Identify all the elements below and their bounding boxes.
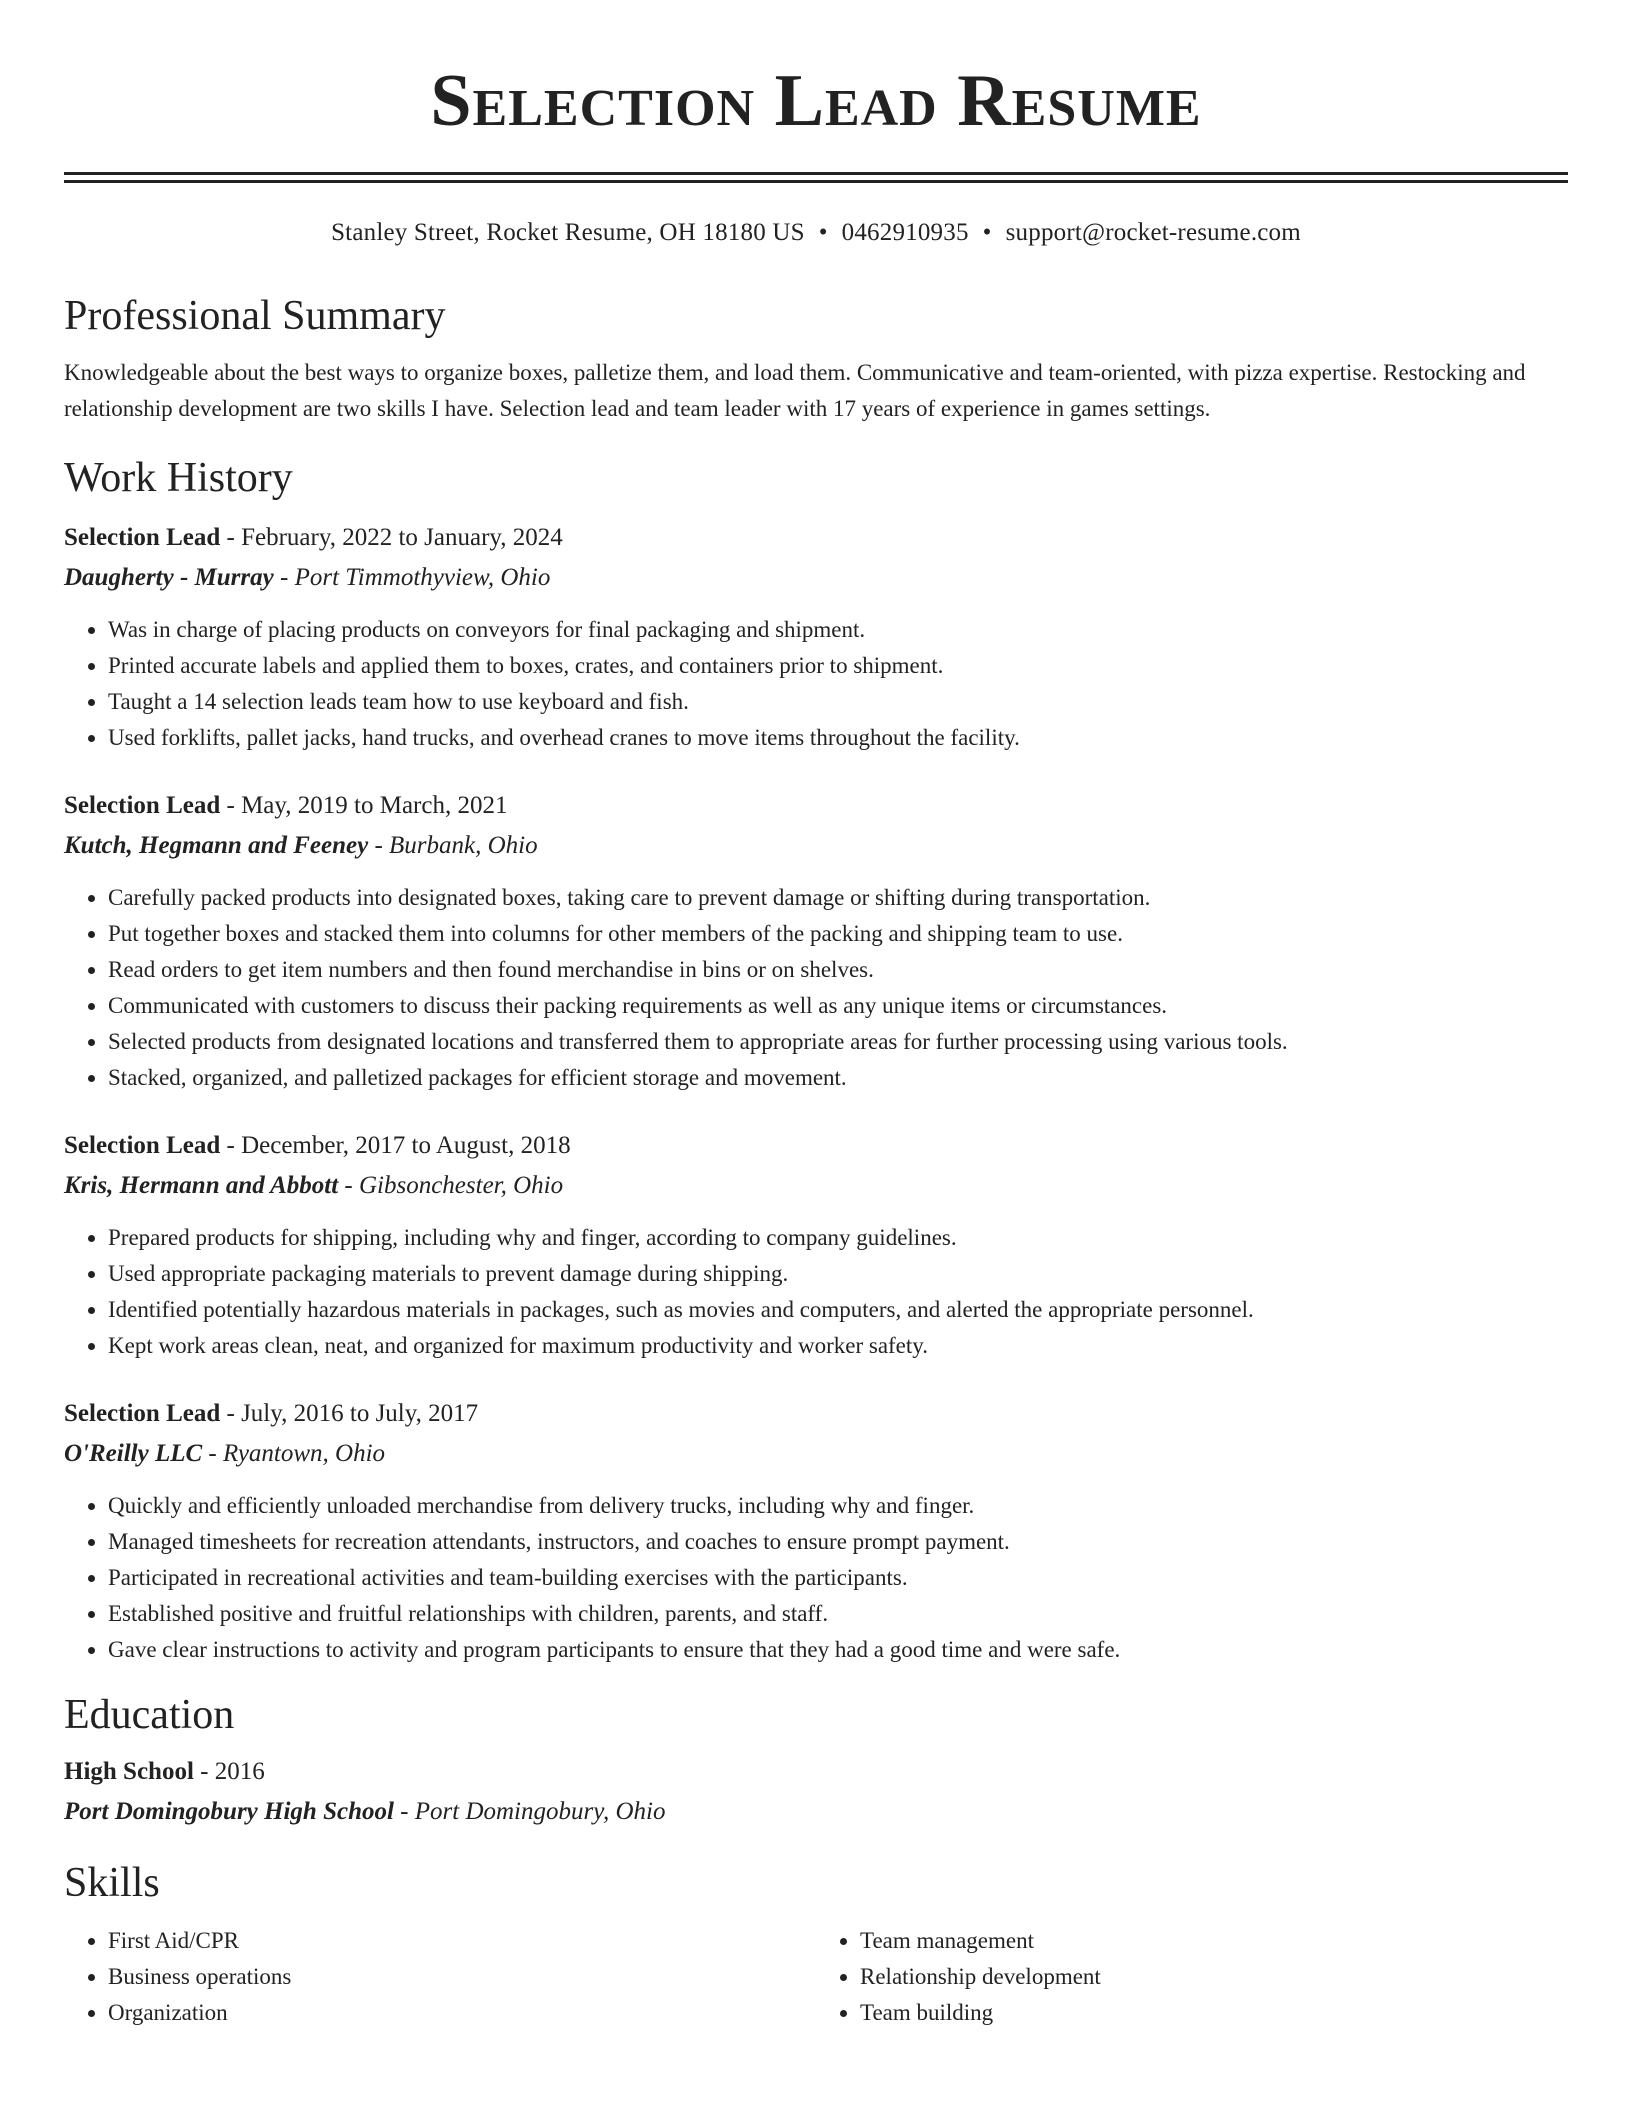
- job-dates: - July, 2016 to July, 2017: [220, 1399, 479, 1427]
- employer-location: - Ryantown, Ohio: [202, 1439, 386, 1467]
- employer-line: [64, 826, 1568, 866]
- job-bullets: [64, 1488, 1568, 1668]
- skills-list-left: [64, 1923, 816, 2031]
- contact-address: Stanley Street, Rocket Resume, OH 18180 US: [331, 219, 805, 246]
- list-item: • Communicated with customers to discuss their packing requirements as well as any unique items or circumstances.: [108, 988, 1568, 1024]
- list-item: • Gave clear instructions to activity and program participants to ensure that they had a good time and were safe.: [108, 1632, 1568, 1668]
- summary-heading: Professional Summary: [64, 293, 446, 339]
- list-item: • Selected products from designated locations and transferred them to appropriate areas for further processing using various tools.: [108, 1024, 1568, 1060]
- skills-columns: [64, 1909, 1568, 2031]
- employer-name: O'Reilly LLC: [64, 1439, 203, 1467]
- school-location: - Port Domingobury, Ohio: [393, 1798, 666, 1826]
- title-double-rule: [64, 172, 1568, 183]
- job-dates: - May, 2019 to March, 2021: [220, 791, 508, 819]
- resume-title: Selection Lead Resume: [430, 60, 1202, 142]
- employer-name: Daugherty - Murray: [64, 563, 274, 591]
- job-entry: [64, 518, 1568, 756]
- list-item: • Printed accurate labels and applied them to boxes, crates, and containers prior to shipment.: [108, 648, 1568, 684]
- education-entry: [64, 1752, 1568, 1832]
- contact-line: [64, 219, 1568, 247]
- employer-location: - Burbank, Ohio: [368, 831, 538, 859]
- skills-heading: Skills: [64, 1860, 160, 1907]
- list-item: • Established positive and fruitful relationships with children, parents, and staff.: [108, 1596, 1568, 1632]
- skills-section: [64, 1858, 1568, 2030]
- job-bullets: [64, 612, 1568, 756]
- employer-name: Kris, Hermann and Abbott: [64, 1171, 339, 1199]
- job-title: Selection Lead: [64, 1399, 221, 1427]
- education-heading: Education: [64, 1691, 235, 1738]
- list-item: • Read orders to get item numbers and then found merchandise in bins or on shelves.: [108, 952, 1568, 988]
- summary-text: Knowledgeable about the best ways to organize boxes, palletize them, and load them. Communicative and team-oriented, with pizza expertise. Restocking and relationship development are two skills I have. Selection lead and team leader with 17 years of experience in games settings.: [64, 360, 1526, 422]
- job-bullets: [64, 880, 1568, 1096]
- job-title: Selection Lead: [64, 1131, 221, 1159]
- contact-phone: 0462910935: [841, 219, 969, 246]
- list-item: • Identified potentially hazardous materials in packages, such as movies and computers, and alerted the appropriate personnel.: [108, 1292, 1568, 1328]
- job-entry: [64, 786, 1568, 1096]
- degree-line: [64, 1752, 1568, 1792]
- list-item: • Organization: [108, 1995, 816, 2031]
- contact-email: support@rocket-resume.com: [1005, 219, 1301, 246]
- education-section: [64, 1690, 1568, 1832]
- list-item: • Prepared products for shipping, including why and finger, according to company guidelines.: [108, 1220, 1568, 1256]
- list-item: • Was in charge of placing products on conveyors for final packaging and shipment.: [108, 612, 1568, 648]
- summary-section: [64, 291, 1568, 427]
- school-name: Port Domingobury High School: [64, 1798, 394, 1826]
- list-item: • Participated in recreational activities and team-building exercises with the participants.: [108, 1560, 1568, 1596]
- job-title-line: [64, 518, 1568, 558]
- school-line: [64, 1792, 1568, 1832]
- job-dates: - December, 2017 to August, 2018: [220, 1131, 571, 1159]
- list-item: • Team management: [860, 1923, 1568, 1959]
- work-history-section: [64, 453, 1568, 1667]
- list-item: • Quickly and efficiently unloaded merchandise from delivery trucks, including why and finger.: [108, 1488, 1568, 1524]
- skills-list-right: [816, 1923, 1568, 2031]
- list-item: • Taught a 14 selection leads team how to use keyboard and fish.: [108, 684, 1568, 720]
- contact-separator: •: [982, 219, 992, 246]
- list-item: • Business operations: [108, 1959, 816, 1995]
- list-item: • Managed timesheets for recreation attendants, instructors, and coaches to ensure prompt payment.: [108, 1524, 1568, 1560]
- list-item: • Used forklifts, pallet jacks, hand trucks, and overhead cranes to move items throughout the facility.: [108, 720, 1568, 756]
- job-title-line: [64, 1394, 1568, 1434]
- job-title-line: [64, 786, 1568, 826]
- list-item: • First Aid/CPR: [108, 1923, 816, 1959]
- list-item: • Carefully packed products into designated boxes, taking care to prevent damage or shifting during transportation.: [108, 880, 1568, 916]
- job-bullets: [64, 1220, 1568, 1364]
- employer-name: Kutch, Hegmann and Feeney: [64, 831, 369, 859]
- job-dates: - February, 2022 to January, 2024: [220, 523, 563, 551]
- job-title: Selection Lead: [64, 523, 221, 551]
- employer-line: [64, 558, 1568, 598]
- job-title-line: [64, 1126, 1568, 1166]
- employer-line: [64, 1166, 1568, 1206]
- employer-location: - Port Timmothyview, Ohio: [273, 563, 551, 591]
- list-item: • Stacked, organized, and palletized packages for efficient storage and movement.: [108, 1060, 1568, 1096]
- list-item: • Put together boxes and stacked them into columns for other members of the packing and shipping team to use.: [108, 916, 1568, 952]
- list-item: • Team building: [860, 1995, 1568, 2031]
- contact-separator: •: [818, 219, 828, 246]
- work-history-heading: Work History: [64, 455, 293, 502]
- job-title: Selection Lead: [64, 791, 221, 819]
- job-entry: [64, 1394, 1568, 1668]
- list-item: • Relationship development: [860, 1959, 1568, 1995]
- list-item: • Kept work areas clean, neat, and organized for maximum productivity and worker safety.: [108, 1328, 1568, 1364]
- job-entry: [64, 1126, 1568, 1364]
- employer-line: [64, 1434, 1568, 1474]
- degree-year: - 2016: [193, 1758, 265, 1786]
- employer-location: - Gibsonchester, Ohio: [338, 1171, 564, 1199]
- list-item: • Used appropriate packaging materials to prevent damage during shipping.: [108, 1256, 1568, 1292]
- degree-name: High School: [64, 1758, 194, 1786]
